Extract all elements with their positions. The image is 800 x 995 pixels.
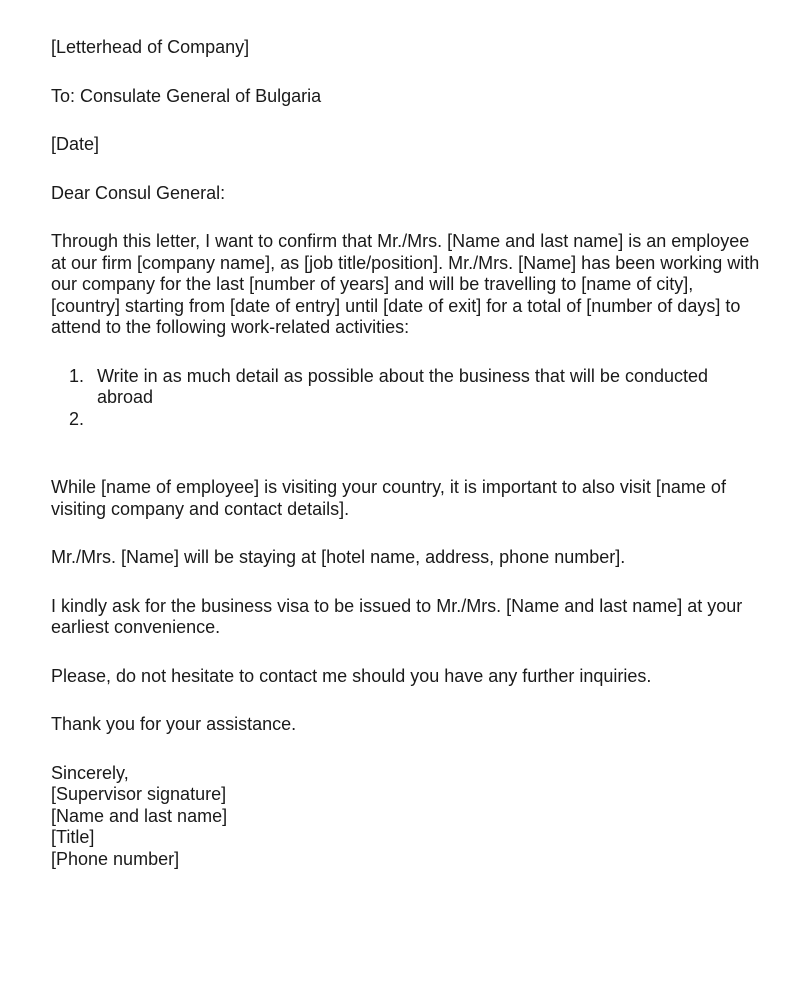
valediction: Sincerely,	[51, 762, 129, 783]
date-line: [Date]	[51, 134, 100, 154]
list-item-text: Write in as much detail as possible about the business that will be conducted abroad	[97, 365, 709, 407]
signer-title: [Title]	[51, 827, 95, 847]
intro-paragraph: Through this letter, I want to confirm that Mr./Mrs. [Name and last name] is an employee at our firm [company name], as [job title/position]. Mr./Mrs. [Name] has been working with our company for the last [number of years] and will be travelling to [name of city], [country] starting from [date of entry] until [date of exit] for a total of [number of days] to attend to the following work-related activities:	[51, 231, 760, 337]
list-item	[51, 366, 761, 409]
letter-page	[51, 37, 761, 870]
signer-phone: [Phone number]	[51, 848, 180, 869]
contact-paragraph: Please, do not hesitate to contact me should you have any further inquiries.	[51, 665, 652, 686]
signature-placeholder: [Supervisor signature]	[51, 784, 227, 804]
list-item-number: 2.	[69, 408, 85, 429]
salutation: Dear Consul General:	[51, 182, 226, 203]
list-item	[51, 409, 761, 431]
visit-paragraph: While [name of employee] is visiting your country, it is important to also visit [name of visiting company and contact details].	[51, 477, 726, 519]
letterhead: [Letterhead of Company]	[51, 37, 250, 57]
recipient-line: To: Consulate General of Bulgaria	[51, 85, 322, 106]
activities-list	[51, 366, 761, 431]
thanks-paragraph: Thank you for your assistance.	[51, 714, 297, 734]
list-item-text	[97, 409, 761, 431]
list-item-number: 1.	[69, 365, 85, 386]
stay-paragraph: Mr./Mrs. [Name] will be staying at [hotel name, address, phone number].	[51, 547, 626, 567]
signer-name: [Name and last name]	[51, 805, 228, 826]
request-paragraph: I kindly ask for the business visa to be issued to Mr./Mrs. [Name and last name] at your earliest convenience.	[51, 595, 743, 637]
signature-block	[51, 763, 761, 871]
